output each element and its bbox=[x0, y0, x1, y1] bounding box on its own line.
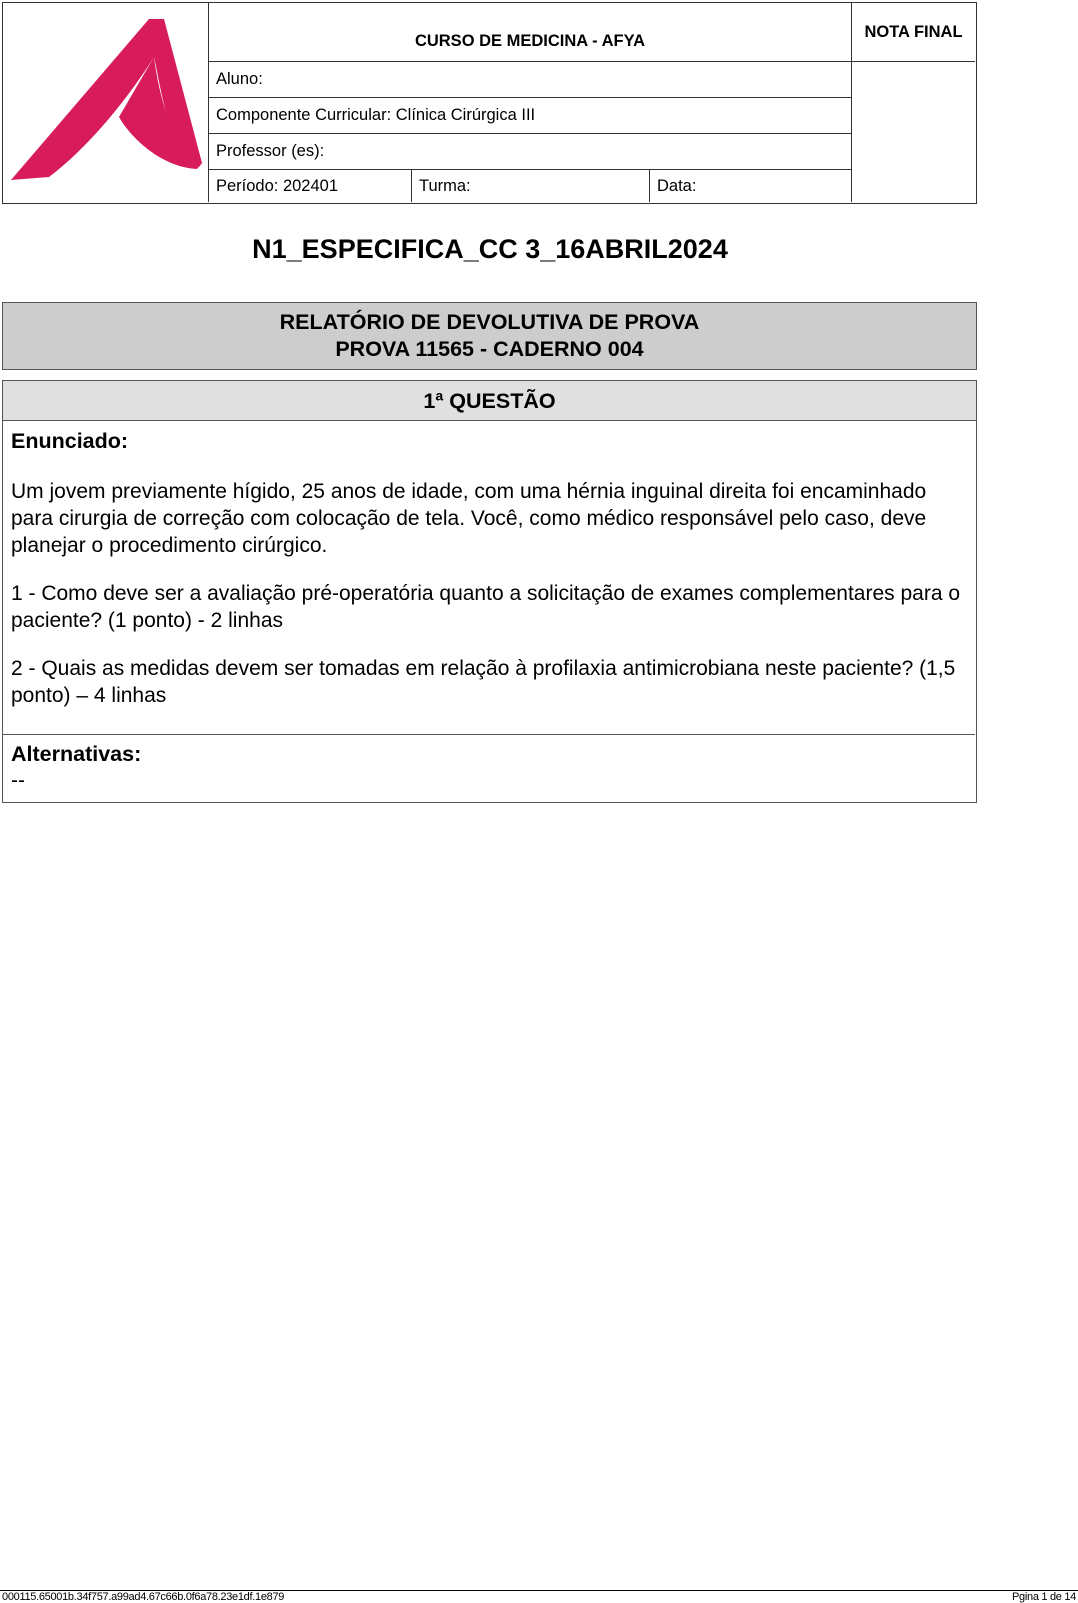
page-title: N1_ESPECIFICA_CC 3_16ABRIL2024 bbox=[252, 234, 728, 264]
question-heading: 1ª QUESTÃO bbox=[3, 381, 976, 421]
professor-field: Professor (es): bbox=[209, 134, 851, 170]
alternativas-section bbox=[11, 742, 141, 793]
question-box bbox=[2, 380, 977, 803]
enunciado-label: Enunciado: bbox=[11, 429, 129, 453]
course-title: CURSO DE MEDICINA - AFYA bbox=[209, 3, 851, 62]
report-line-2: PROVA 11565 - CADERNO 004 bbox=[335, 337, 644, 361]
afya-logo-icon bbox=[9, 17, 205, 187]
logo-cell bbox=[3, 3, 209, 202]
aluno-field: Aluno: bbox=[209, 62, 851, 98]
nota-final-cell bbox=[851, 3, 975, 202]
nota-final-label: NOTA FINAL bbox=[852, 3, 975, 62]
componente-field: Componente Curricular: Clínica Cirúrgica III bbox=[209, 98, 851, 134]
turma-field: Turma: bbox=[412, 170, 650, 202]
footer-id: 000115.65001b.34f757.a99ad4.67c66b.0f6a78.23e1df.1e879 bbox=[2, 1591, 285, 1603]
alternativas-label: Alternativas: bbox=[11, 742, 142, 766]
page-number: Pgina 1 de 14 bbox=[1012, 1591, 1076, 1603]
question-paragraph: Um jovem previamente hígido, 25 anos de idade, com uma hérnia inguinal direita foi encaminhado para cirurgia de correção com colocação de tela. Você, como médico responsável pelo caso, deve planejar o procedimento cirúrgico. bbox=[11, 480, 927, 557]
header-table bbox=[2, 2, 977, 204]
info-row bbox=[209, 170, 851, 202]
divider bbox=[3, 734, 975, 735]
question-item-1: 1 - Como deve ser a avaliação pré-operatória quanto a solicitação de exames complementares para o paciente? (1 ponto) - 2 linhas bbox=[11, 582, 961, 632]
report-banner bbox=[2, 302, 977, 370]
data-field: Data: bbox=[657, 176, 697, 195]
periodo-field: Período: 202401 bbox=[209, 170, 412, 202]
alternativas-value: -- bbox=[11, 769, 25, 792]
question-item-2: 2 - Quais as medidas devem ser tomadas em relação à profilaxia antimicrobiana neste paciente? (1,5 ponto) – 4 linhas bbox=[11, 657, 956, 707]
report-line-1: RELATÓRIO DE DEVOLUTIVA DE PROVA bbox=[279, 310, 700, 334]
